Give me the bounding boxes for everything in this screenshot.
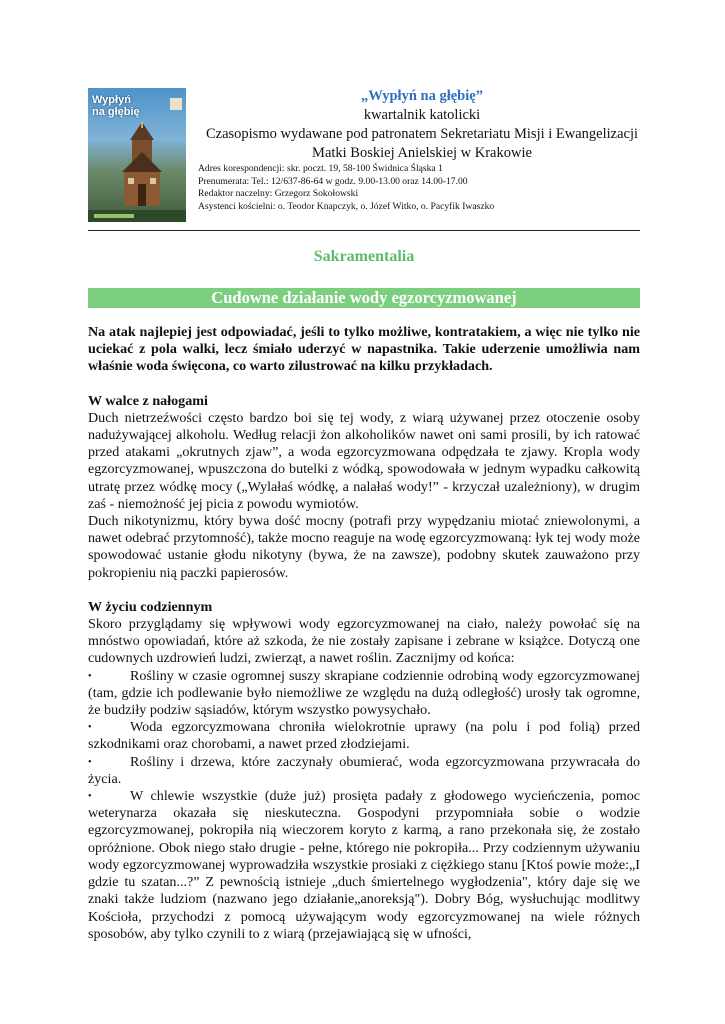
- list-item-text: Rośliny i drzewa, które zaczynały obumierać, woda egzorcyzmowana przywracała do życia.: [88, 753, 640, 787]
- bullet-icon: •: [88, 722, 92, 734]
- cover-strip: [88, 210, 186, 222]
- subheading-addictions: W walce z nałogami: [88, 392, 208, 409]
- patron-line-1: Czasopismo wydawane pod patronatem Sekretariatu Misji i Ewangelizacji: [205, 126, 639, 142]
- church-icon: [116, 122, 168, 210]
- list-item: [88, 719, 640, 753]
- cover-badge: [170, 98, 182, 110]
- magazine-title: „Wypłyń na głębię”: [361, 88, 483, 104]
- article-lead: Na atak najlepiej jest odpowiadać, jeśli to tylko możliwe, kontratakiem, a więc nie tylko nie uciekać z pola walki, lecz śmiało uderzyć w napastnika. Takie uderzenie umożliwia nam właśnie woda święcona, co warto zilustrować na kilku przykładach.: [88, 324, 640, 375]
- masthead: [196, 86, 648, 213]
- assistants-line: Asystenci kościelni: o. Teodor Knapczyk, o. Józef Witko, o. Pacyfik Iwaszko: [198, 200, 495, 212]
- bullet-icon: •: [88, 670, 92, 682]
- address-line: Adres korespondencji: skr. poczt. 19, 58-100 Świdnica Śląska 1: [198, 163, 443, 174]
- bullet-icon: •: [88, 791, 92, 803]
- cover-title: Wypłyń na głębię: [92, 94, 140, 118]
- list-item-text: Woda egzorcyzmowana chroniła wielokrotnie uprawy (na polu i pod folią) przed szkodnikami oraz chorobami, a nawet przed złodziejami.: [88, 719, 640, 753]
- magazine-subtitle: kwartalnik katolicki: [363, 107, 481, 123]
- bullet-icon: •: [88, 756, 92, 768]
- paragraph: Skoro przyglądamy się wpływowi wody egzorcyzmowanej na ciało, należy powołać się na mnóstwo opowiadań, które aż szkoda, że nie zostały zapisane i zebrane w książce. Dotyczą one cudownych uzdrowień ludzi, zwierząt, a nawet roślin. Zacznijmy od końca:: [88, 616, 640, 667]
- list-item-text: W chlewie wszystkie (duże już) prosięta padały z głodowego wycieńczenia, pomoc weterynarza okazała się nieskuteczna. Gospodyni przypomniała sobie o wodzie egzorcyzmowanej, pokropiła nią wieczorem koryto z karmą, a rano przekonała się, że zostało opróżnione. Obok niego stało drugie - pełne, którego nie pokropiła... Przy codziennym używaniu wody egzorcyzmowanej wyprowadziła wszystkie prosiaki z ciężkiego stanu [Ktoś powie może:„I gdzie tu szatan...?” Z pewnością istnieje „duch śmiertelnego wygłodzenia", który daje się we znaki także ludziom (nazwano jego działanie„anoreksją"). Dobry Bóg, wysłuchując modlitwy Kościoła, przychodzi z pomocą używającym wody egzorcyzmowanej na wiele różnych sposobów, aby tylko czynili to z wiarą (przejawiającą się w ufności,: [88, 788, 640, 942]
- list-item: [88, 668, 640, 720]
- list-item-text: Rośliny w czasie ogromnej suszy skrapiane codziennie odrobiną wody egzorcyzmowanej (tam, gdzie ich podlewanie było niemożliwe ze względu na dużą odległość) urosły tak ogromne, że budziły podziw sąsiadów, którym wszystko powysychało.: [88, 667, 640, 719]
- paragraph: Duch nietrzeźwości często bardzo boi się tej wody, z wiarą używanej przez otoczenie osoby nadużywającej alkoholu. Według relacji żon alkoholików nawet oni sami prosili, by ich ratować przed atakami „okrutnych zjaw”, a woda egzorcyzmowana odpędzała te zjawy. Kropla wody egzorcyzmowanej, wpuszczona do butelki z wódką, spowodowała w jednym wypadku całkowitą utratę przez wódkę mocy („Wylałaś wódkę, a nalałaś wody!” - krzyczał uzależniony), w drugim zaś - niemożność jej picia z powodu wymiotów.: [88, 409, 640, 512]
- paragraph: Duch nikotynizmu, który bywa dość mocny (potrafi przy wypędzaniu miotać zniewolonymi, a nawet odebrać przytomność), także mocno reaguje na wodę egzorcyzmowaną: łyk tej wody może spowodować ustanie głodu nikotyny (bywa, że na zawsze), podobny skutek zauważono przy pokropieniu nią paczki papierosów.: [88, 513, 640, 581]
- header-divider: [88, 230, 640, 231]
- list-item: [88, 754, 640, 788]
- patron-line-2: Matki Boskiej Anielskiej w Krakowie: [312, 145, 532, 161]
- subheading-daily-life: W życiu codziennym: [88, 598, 213, 615]
- section-title: Sakramentalia: [313, 248, 415, 265]
- article-title: Cudowne działanie wody egzorcyzmowanej: [88, 288, 640, 308]
- article-body: [88, 324, 640, 943]
- editor-line: Redaktor naczelny: Grzegorz Sokołowski: [198, 188, 359, 199]
- magazine-cover-image: [88, 88, 186, 222]
- subscription-line: Prenumerata: Tel.: 12/637-86-64 w godz. 9.00-13.00 oraz 14.00-17.00: [198, 175, 468, 187]
- list-item: [88, 788, 640, 943]
